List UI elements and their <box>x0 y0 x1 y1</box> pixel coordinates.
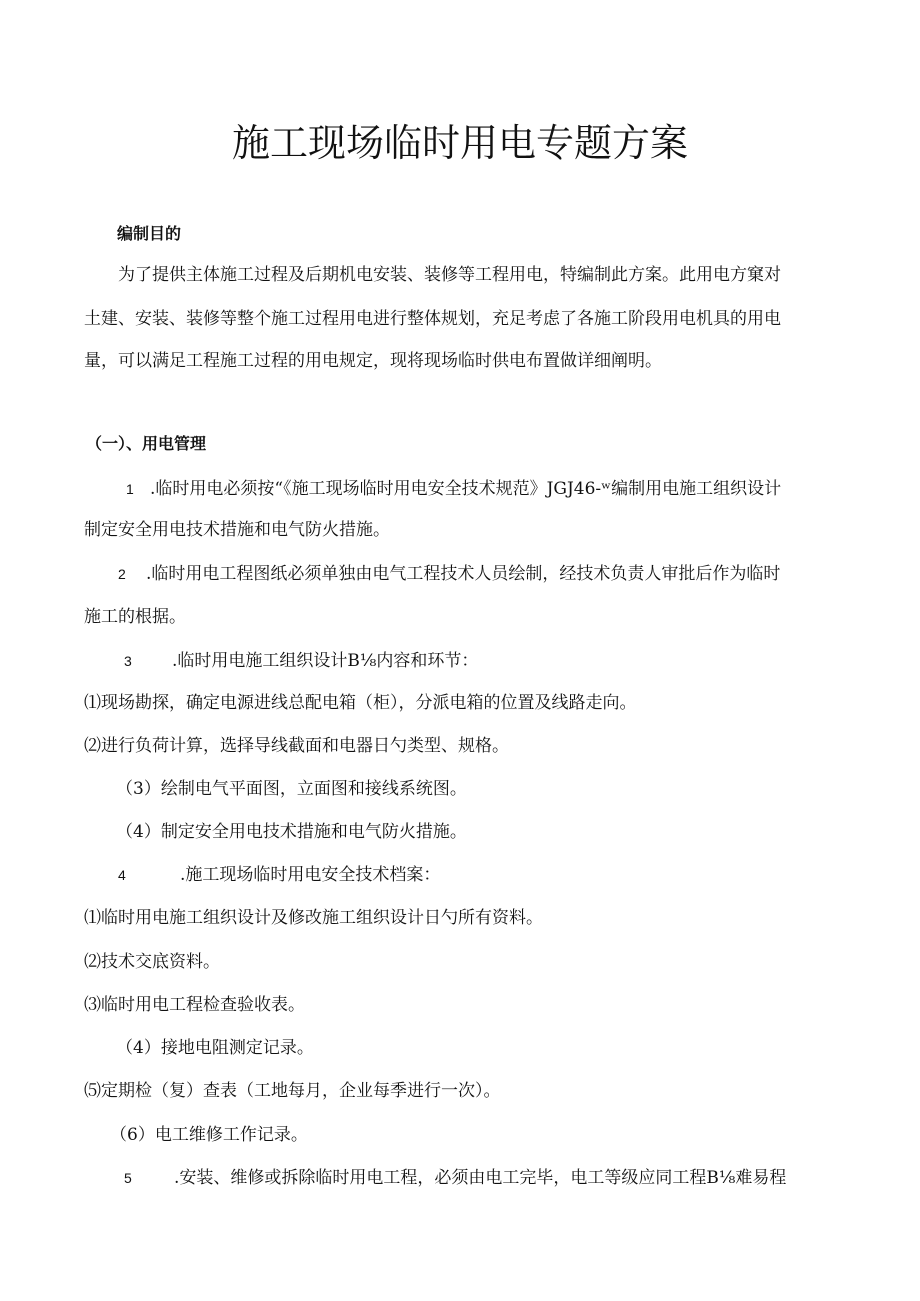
item-3-line-1 <box>124 650 884 672</box>
item-4-sub-6: （6）电工维修工作记录。 <box>110 1125 308 1145</box>
item-4-number: 4 <box>118 867 126 883</box>
item-1-line-2: 制定安全用电技术措施和电气防火措施。 <box>84 520 390 540</box>
section-heading-power-management: （一）、用电管理 <box>86 434 207 453</box>
item-3-sub-4: （4）制定安全用电技术措施和电气防火措施。 <box>116 822 467 842</box>
purpose-line-2: 土建、安装、装修等整个施工过程用电进行整体规划，充足考虑了各施工阶段用电机具的用电 <box>84 309 781 329</box>
item-4-sub-1: ⑴临时用电施工组织设计及修改施工组织设计日勺所有资料。 <box>84 908 543 928</box>
item-4-sub-4: （4）接地电阻测定记录。 <box>116 1038 314 1058</box>
item-4-line-1 <box>118 864 878 886</box>
item-4-sub-5: ⑸定期检（复）查表（工地每月，企业每季进行一次）。 <box>84 1081 501 1101</box>
item-1-line-1 <box>126 478 886 500</box>
item-1-number: 1 <box>126 481 134 497</box>
item-3-sub-1: ⑴现场勘探，确定电源进线总配电箱（柜），分派电箱的位置及线路走向。 <box>84 693 637 713</box>
purpose-line-3: 量，可以满足工程施工过程的用电规定，现将现场临时供电布置做详细阐明。 <box>84 351 662 371</box>
item-3-sub-2: ⑵进行负荷计算，选择导线截面和电器日勺类型、规格。 <box>84 736 509 756</box>
item-3-number: 3 <box>124 653 132 669</box>
item-2-line-2: 施工的根据。 <box>84 607 186 627</box>
document-title: 施工现场临时用电专题方案 <box>231 121 688 165</box>
item-2-text: .临时用电工程图纸必须单独由电气工程技术人员绘制，经技术负责人审批后作为临时 <box>146 564 781 584</box>
purpose-line-1: 为了提供主体施工过程及后期机电安装、装修等工程用电，特编制此方案。此用电方窠对 <box>118 265 781 285</box>
item-4-sub-2: ⑵技术交底资料。 <box>84 952 220 972</box>
purpose-heading: 编制目的 <box>117 224 182 243</box>
item-1-text: .临时用电必须按“《施工现场临时用电安全技术规范》JGJ46-ʷ编制用电施工组织设计 <box>150 479 782 499</box>
item-4-text: .施工现场临时用电安全技术档案： <box>180 865 441 885</box>
item-3-text: .临时用电施工组织设计B⅛内容和环节： <box>172 651 479 671</box>
item-5-line-1 <box>124 1167 884 1189</box>
item-5-text: .安装、维修或拆除临时用电工程，必须由电工完毕，电工等级应同工程B⅛难易程 <box>174 1168 787 1188</box>
item-5-number: 5 <box>124 1170 132 1186</box>
item-2-line-1 <box>118 563 878 585</box>
item-2-number: 2 <box>118 566 126 582</box>
item-4-sub-3: ⑶临时用电工程检查验收表。 <box>84 995 305 1015</box>
item-3-sub-3: （3）绘制电气平面图，立面图和接线系统图。 <box>116 779 467 799</box>
